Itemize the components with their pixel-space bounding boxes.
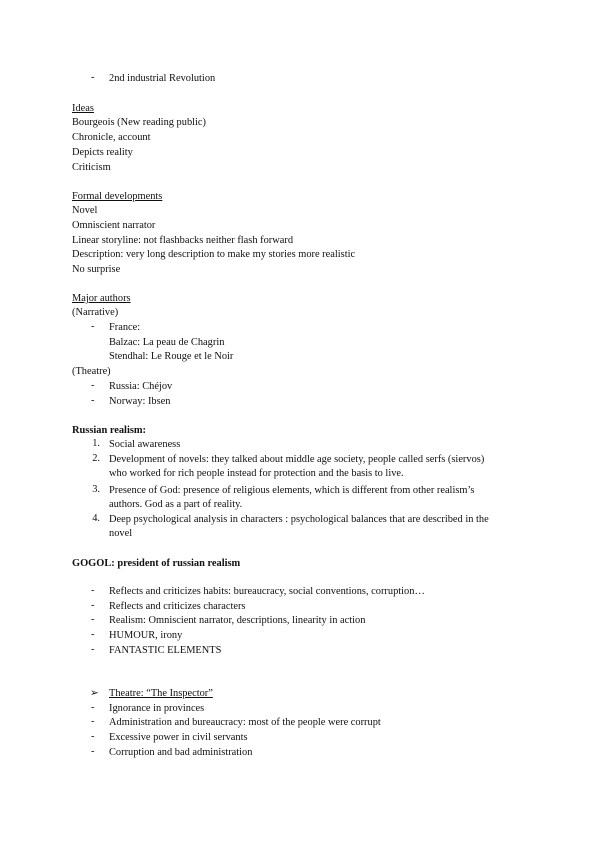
russian-item-line: Social awareness (109, 439, 181, 450)
theatre-item: Ignorance in provinces (109, 703, 205, 714)
bullet-dash: - (91, 600, 95, 611)
gogol-item: HUMOUR, irony (109, 630, 183, 641)
arrow-bullet-icon: ➢ (90, 688, 99, 699)
russian-item-line: Development of novels: they talked about middle age society, people called serfs (siervos) (109, 454, 485, 465)
gogol-item: FANTASTIC ELEMENTS (109, 645, 222, 656)
gogol-item: Realism: Omniscient narrator, descriptions, linearity in action (109, 615, 366, 626)
formal-heading: Formal developments (72, 191, 163, 202)
bullet-dash: - (91, 629, 95, 640)
theatre-label: (Theatre) (72, 366, 111, 377)
ideas-line: Criticism (72, 162, 111, 173)
theatre-item: Administration and bureaucracy: most of the people were corrupt (109, 717, 381, 728)
gogol-item: Reflects and criticizes habits: bureaucracy, social conventions, corruption… (109, 586, 425, 597)
author-russia: Russia: Chéjov (109, 381, 173, 392)
russian-item-line: who worked for rich people instead for protection and the basis to live. (109, 468, 404, 479)
bullet-dash: - (91, 585, 95, 596)
formal-line: Novel (72, 205, 98, 216)
list-number: 4. (92, 513, 100, 524)
ideas-heading: Ideas (72, 103, 94, 114)
bullet-dash: - (91, 380, 95, 391)
bullet-dash: - (91, 702, 95, 713)
gogol-item: Reflects and criticizes characters (109, 601, 246, 612)
list-number: 2. (92, 453, 100, 464)
russian-item-line: novel (109, 528, 133, 539)
theatre-heading: Theatre: “The Inspector” (109, 688, 213, 699)
formal-line: Omniscient narrator (72, 220, 156, 231)
narrative-label: (Narrative) (72, 307, 119, 318)
formal-line: Description: very long description to make my stories more realistic (72, 249, 356, 260)
russian-heading: Russian realism: (72, 425, 146, 436)
ideas-line: Bourgeois (New reading public) (72, 117, 206, 128)
bullet-dash: - (91, 395, 95, 406)
ideas-line: Depicts reality (72, 147, 133, 158)
author-balzac: Balzac: La peau de Chagrin (109, 337, 225, 348)
formal-line: No surprise (72, 264, 121, 275)
bullet-dash: - (91, 72, 95, 83)
bullet-dash: - (91, 731, 95, 742)
bullet-dash: - (91, 614, 95, 625)
author-norway: Norway: Ibsen (109, 396, 171, 407)
bullet-dash: - (91, 746, 95, 757)
list-number: 1. (92, 438, 100, 449)
ideas-line: Chronicle, account (72, 132, 151, 143)
bullet-dash: - (91, 644, 95, 655)
author-france: France: (109, 322, 141, 333)
russian-item-line: Deep psychological analysis in characters : psychological balances that are described in the (109, 514, 489, 525)
theatre-item: Excessive power in civil servants (109, 732, 248, 743)
top-bullet-text: 2nd industrial Revolution (109, 73, 216, 84)
formal-line: Linear storyline: not flashbacks neither flash forward (72, 235, 294, 246)
theatre-item: Corruption and bad administration (109, 747, 253, 758)
bullet-dash: - (91, 716, 95, 727)
list-number: 3. (92, 484, 100, 495)
russian-item-line: authors. God as a part of reality. (109, 499, 243, 510)
authors-heading: Major authors (72, 293, 131, 304)
bullet-dash: - (91, 321, 95, 332)
gogol-heading: GOGOL: president of russian realism (72, 558, 241, 569)
author-stendhal: Stendhal: Le Rouge et le Noir (109, 351, 234, 362)
russian-item-line: Presence of God: presence of religious elements, which is different from other realism’s (109, 485, 475, 496)
